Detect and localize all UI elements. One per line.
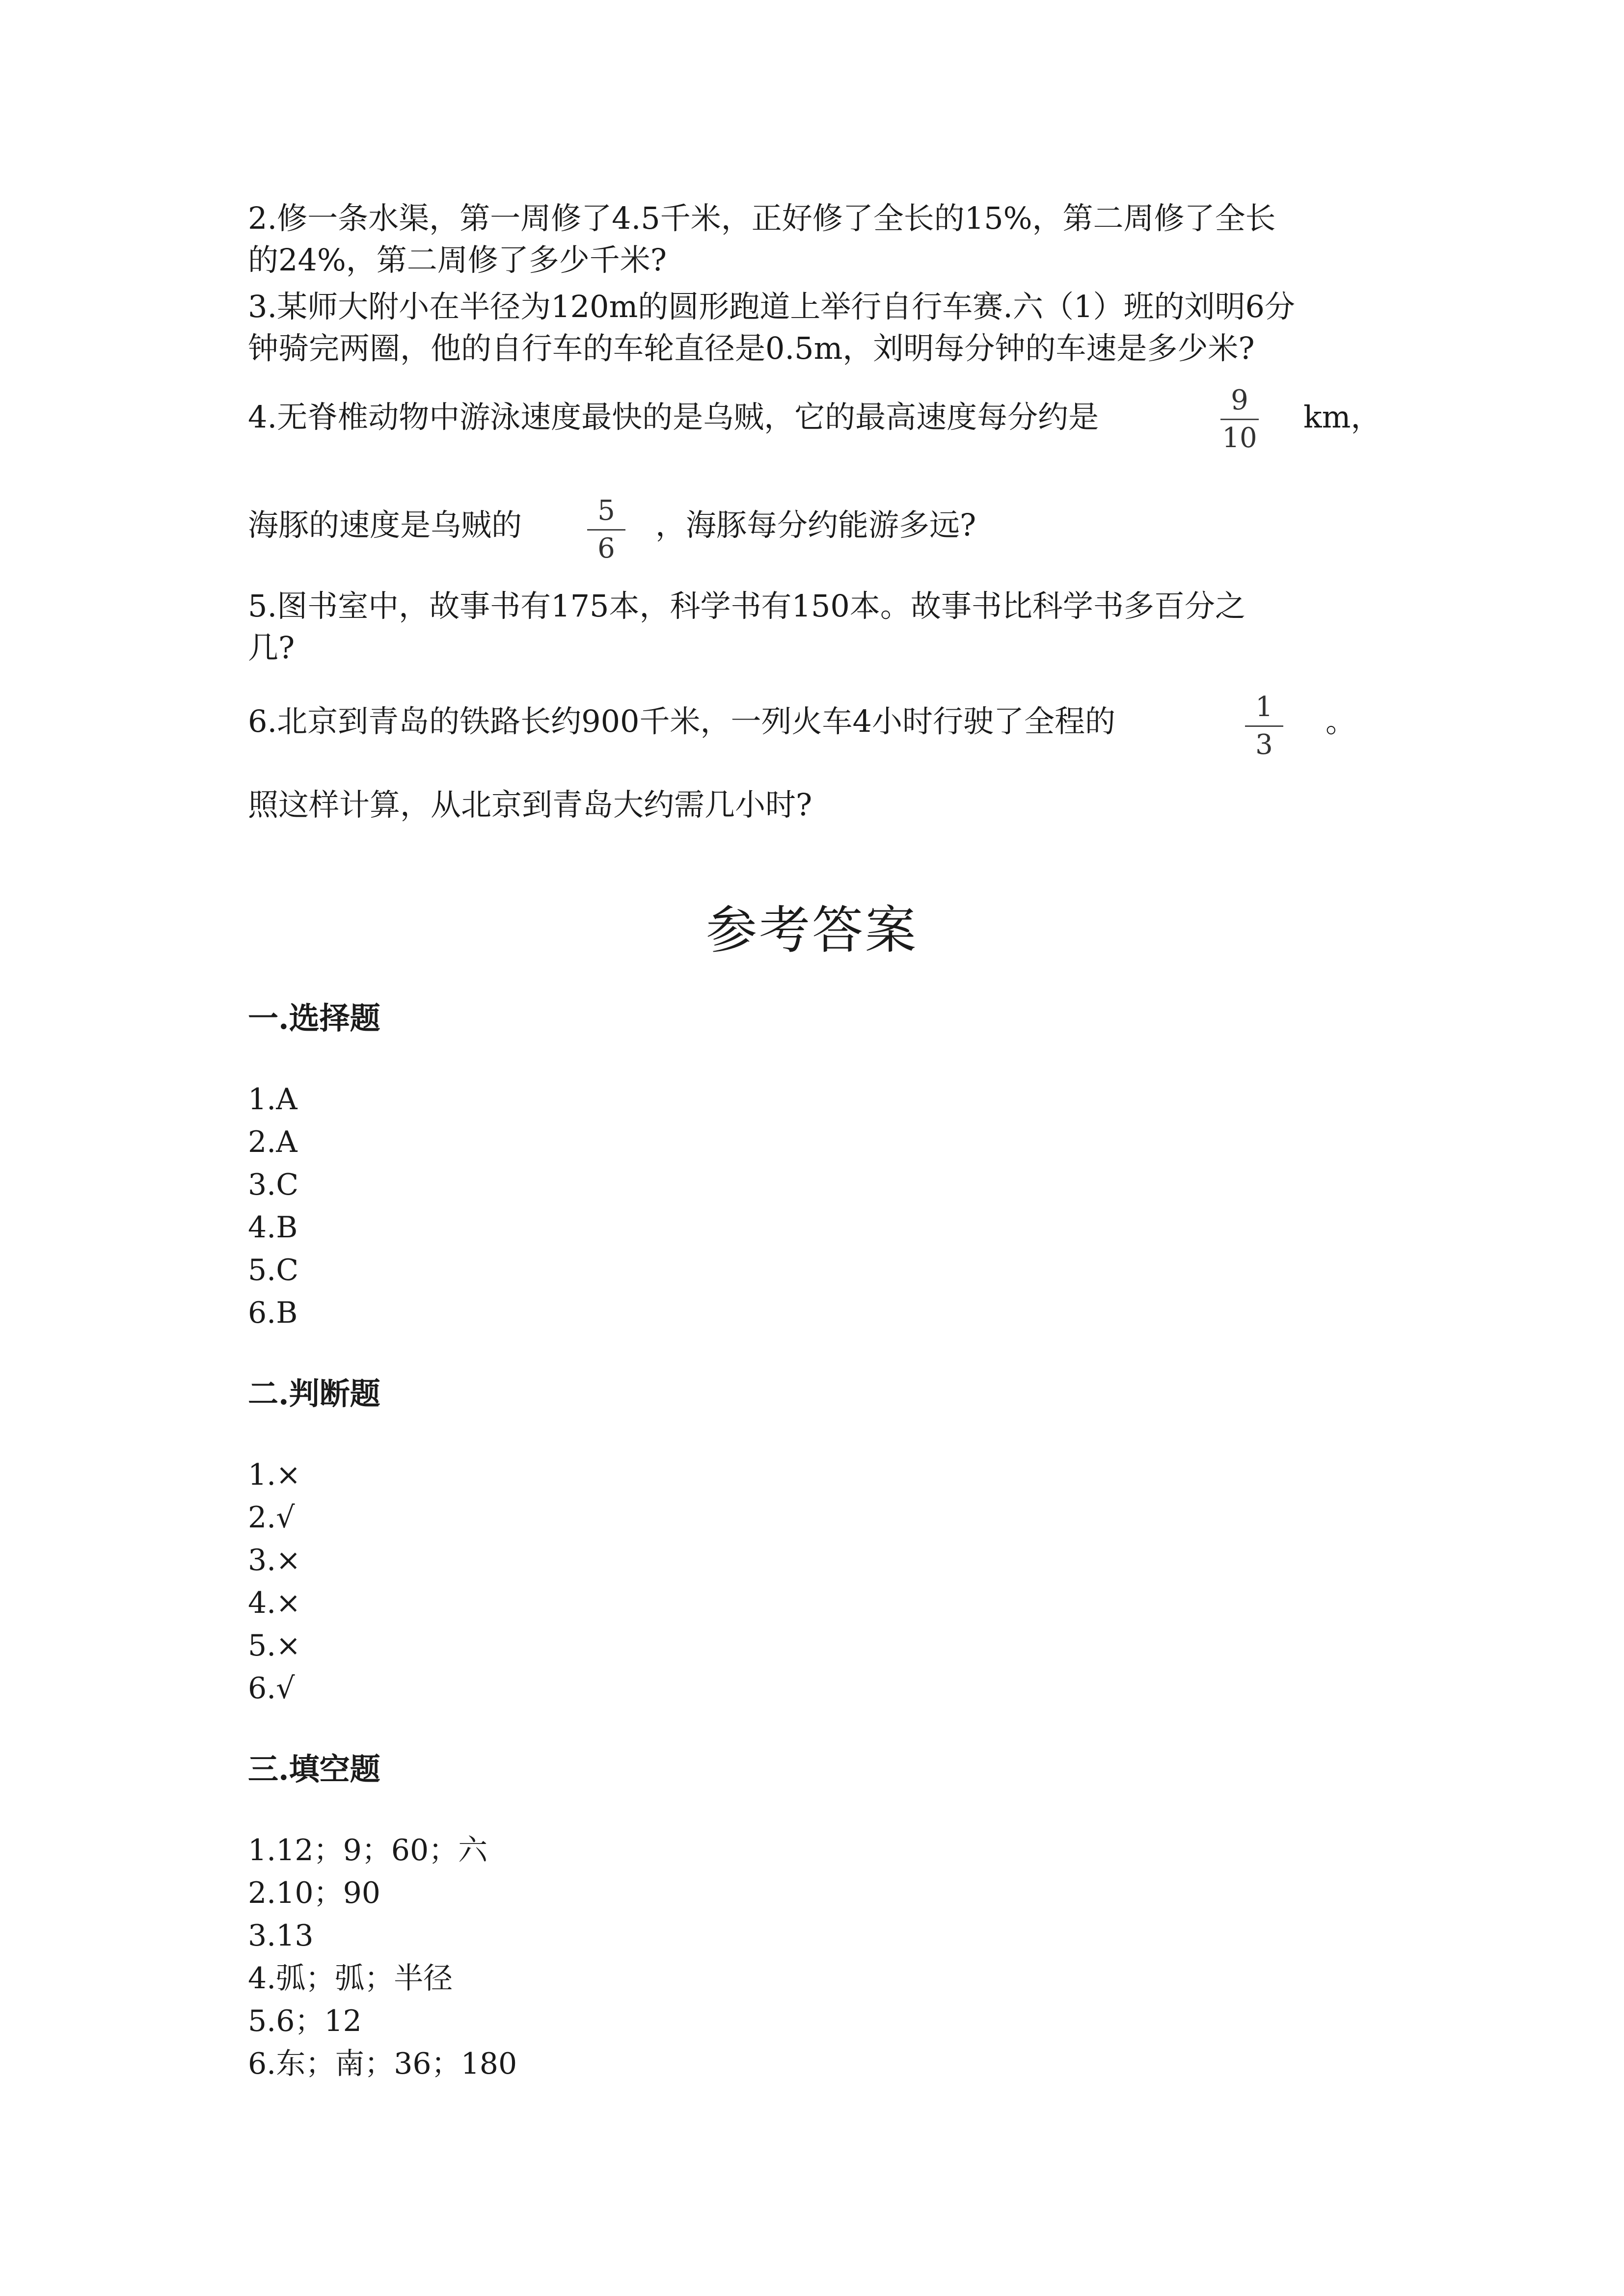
fraction-denominator: 3	[1255, 729, 1273, 761]
fraction-nine-tenths	[1218, 385, 1262, 454]
answer-item: 1.A	[248, 1082, 298, 1117]
answer-item: 6.B	[248, 1296, 298, 1330]
answer-item: 5.×	[248, 1629, 301, 1663]
fraction-denominator: 10	[1222, 422, 1257, 454]
question-2-line-1: 2.修一条水渠，第一周修了4.5千米，正好修了全长的15%，第二周修了全长	[248, 200, 1276, 236]
answer-item: 4.B	[248, 1210, 298, 1245]
answer-item: 1.×	[248, 1458, 301, 1492]
fraction-one-third	[1242, 692, 1286, 760]
fraction-five-sixths	[584, 496, 628, 564]
question-4-line-2a: 海豚的速度是乌贼的	[248, 507, 522, 543]
answer-item: 5.C	[248, 1253, 299, 1287]
answer-item: 4.弧；弧；半径	[248, 1961, 453, 1996]
question-3-line-1: 3.某师大附小在半径为120m的圆形跑道上举行自行车赛.六（1）班的刘明6分	[248, 289, 1295, 324]
answer-item: 2.√	[248, 1500, 295, 1535]
fraction-bar	[587, 529, 625, 531]
question-6-line-2: 照这样计算，从北京到青岛大约需几小时?	[248, 787, 812, 823]
answer-item: 4.×	[248, 1586, 301, 1620]
answer-item: 5.6；12	[248, 2004, 362, 2038]
answer-item: 2.10；90	[248, 1876, 380, 1910]
question-4-line-1: 4.无脊椎动物中游泳速度最快的是乌贼，它的最高速度每分约是	[248, 399, 1099, 435]
question-4-unit: km，	[1303, 399, 1381, 435]
fraction-bar	[1220, 419, 1259, 420]
question-6-end: 。	[1326, 703, 1356, 739]
answer-item: 1.12；9；60；六	[248, 1833, 488, 1868]
fraction-denominator: 6	[597, 533, 615, 564]
fraction-bar	[1245, 725, 1283, 727]
answer-item: 3.C	[248, 1168, 299, 1202]
answer-key-title: 参考答案	[705, 900, 918, 960]
section-heading-true-false: 二.判断题	[248, 1376, 380, 1412]
answer-item: 3.13	[248, 1919, 314, 1953]
fraction-numerator: 9	[1231, 384, 1248, 416]
question-5-line-2: 几?	[248, 630, 295, 666]
question-4-line-2b: ，海豚每分约能游多远?	[655, 507, 976, 543]
question-5-line-1: 5.图书室中，故事书有175本，科学书有150本。故事书比科学书多百分之	[248, 588, 1245, 624]
section-heading-choice: 一.选择题	[248, 1000, 380, 1036]
question-3-line-2: 钟骑完两圈，他的自行车的车轮直径是0.5m，刘明每分钟的车速是多少米?	[248, 330, 1255, 366]
answer-item: 6.√	[248, 1671, 295, 1706]
question-2-line-2: 的24%，第二周修了多少千米?	[248, 242, 667, 278]
fraction-numerator: 1	[1255, 691, 1273, 723]
fraction-numerator: 5	[597, 495, 615, 527]
answer-item: 2.A	[248, 1125, 298, 1159]
section-heading-fill-blank: 三.填空题	[248, 1751, 380, 1787]
question-6-line-1: 6.北京到青岛的铁路长约900千米，一列火车4小时行驶了全程的	[248, 703, 1115, 739]
answer-item: 6.东；南；36；180	[248, 2047, 517, 2081]
answer-item: 3.×	[248, 1543, 301, 1577]
